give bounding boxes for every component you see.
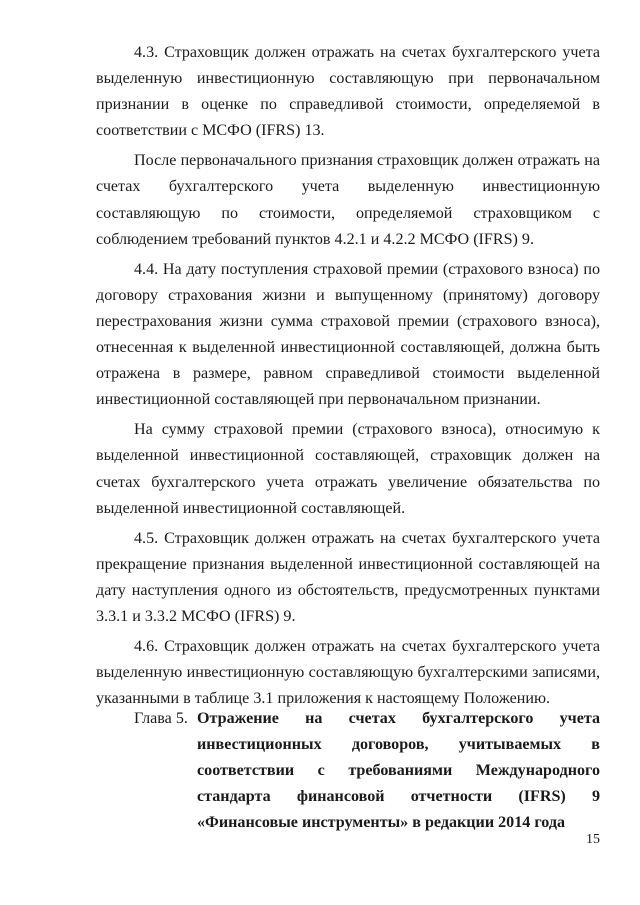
paragraph-4-6: 4.6. Страховщик должен отражать на счетах бухгалтерского учета выделенную инвестиционную составляющую бухгалтерскими записями, указанными в таблице 3.1 приложения к настоящему Положению. <box>96 638 600 708</box>
paragraph-after-initial-recognition: После первоначального признания страховщик должен отражать на счетах бухгалтерского учета выделенную инвестиционную составляющую по стоимости, определяемой страховщиком с соблюдением требований пунктов 4.2.1 и 4.2.2 МСФО (IFRS) 9. <box>96 152 600 248</box>
chapter-heading <box>134 706 600 836</box>
chapter-label: Глава 5. <box>134 710 188 727</box>
body-text <box>96 40 600 716</box>
chapter-title: Отражение на счетах бухгалтерского учета инвестиционных договоров, учитываемых в соответствии с требованиями Международного стандарта финансовой отчетности (IFRS) 9 «Финансовые инструменты» в редакции 2014 года <box>197 710 600 832</box>
paragraph-4-3: 4.3. Страховщик должен отражать на счетах бухгалтерского учета выделенную инвестиционную составляющую при первоначальном признании в оценке по справедливой стоимости, определяемой в соответствии с МСФО (IFRS) 13. <box>96 44 600 140</box>
paragraph-premium-amount: На сумму страховой премии (страхового взноса), относимую к выделенной инвестиционной составляющей, страховщик должен на счетах бухгалтерского учета отражать увеличение обязательства по выделенной инвестиционной составляющей. <box>96 421 600 517</box>
paragraph-4-5: 4.5. Страховщик должен отражать на счетах бухгалтерского учета прекращение признания выделенной инвестиционной составляющей на дату наступления одного из обстоятельств, предусмотренных пунктами 3.3.1 и 3.3.2 МСФО (IFRS) 9. <box>96 529 600 625</box>
page-number: 15 <box>586 832 600 847</box>
paragraph-4-4: 4.4. На дату поступления страховой премии (страхового взноса) по договору страхования жизни и выпущенному (принятому) договору перестрахования жизни сумма страховой премии (страхового взноса), отнесенная к выделенной инвестиционной составляющей, должна быть отражена в размере, равном справедливой стоимости выделенной инвестиционной составляющей при первоначальном признании. <box>96 260 600 409</box>
